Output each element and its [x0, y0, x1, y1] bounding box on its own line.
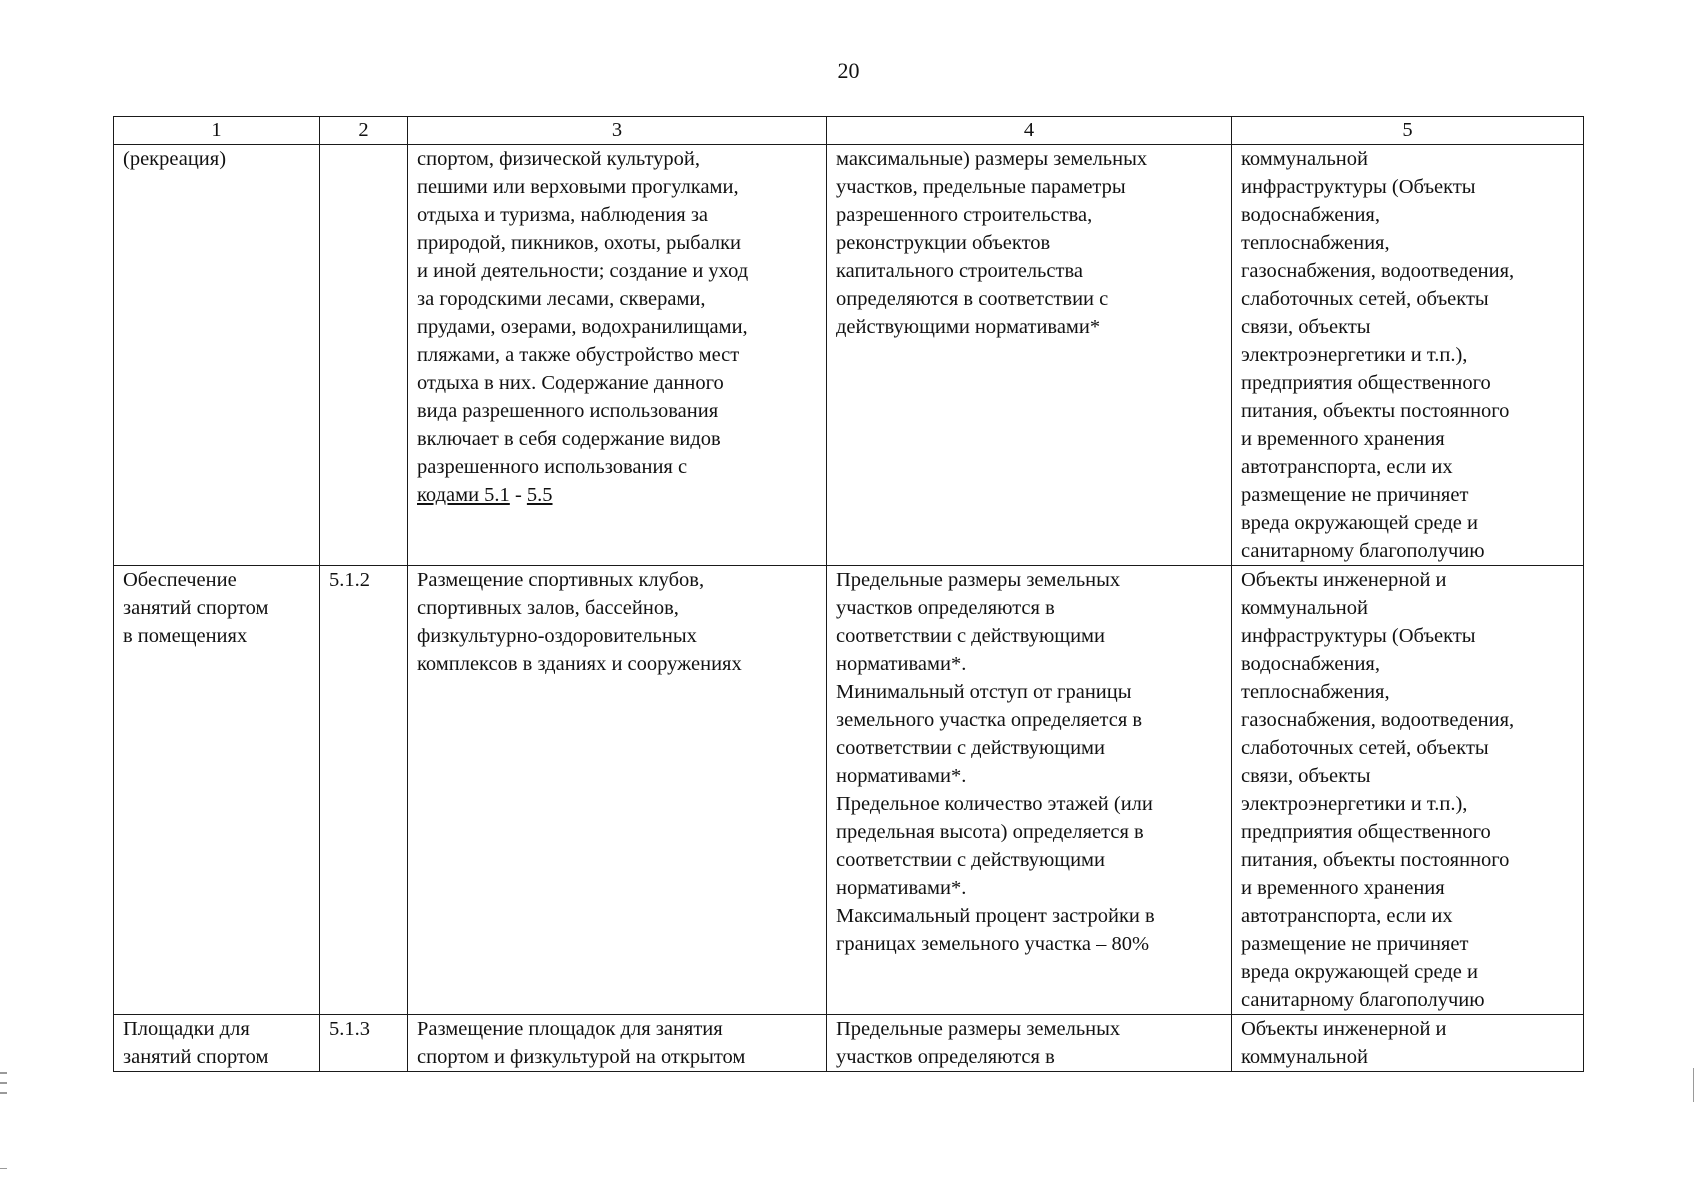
description-line: физкультурно-оздоровительных [417, 625, 697, 647]
parameters-line: предельная высота) определяется в [836, 821, 1144, 843]
use-type-name-cell [114, 1015, 320, 1072]
use-description-cell [408, 1015, 827, 1072]
auxiliary-line: газоснабжения, водоотведения, [1241, 260, 1515, 282]
table-row [114, 1015, 1584, 1072]
auxiliary-line: предприятия общественного [1241, 821, 1491, 843]
column-header-2: 2 [320, 117, 408, 145]
auxiliary-line: автотранспорта, если их [1241, 905, 1453, 927]
use-type-code-cell [320, 145, 408, 566]
use-type-name-cell [114, 145, 320, 566]
auxiliary-uses-cell [1232, 566, 1584, 1015]
auxiliary-line: слаботочных сетей, объекты [1241, 737, 1489, 759]
column-header-3: 3 [408, 117, 827, 145]
column-header-4: 4 [827, 117, 1232, 145]
auxiliary-line: теплоснабжения, [1241, 232, 1390, 254]
parameters-line: действующими нормативами* [836, 316, 1101, 338]
use-type-code: 5.1.2 [329, 569, 370, 591]
use-type-name-line: Обеспечение [123, 569, 237, 591]
parameters-line: участков определяются в [836, 1046, 1055, 1068]
parameters-line: определяются в соответствии с [836, 288, 1109, 310]
auxiliary-line: питания, объекты постоянного [1241, 849, 1510, 871]
parameters-line: капитального строительства [836, 260, 1083, 282]
auxiliary-line: коммунальной [1241, 597, 1368, 619]
code-link-start[interactable]: кодами 5.1 [417, 484, 510, 506]
description-line: за городскими лесами, скверами, [417, 288, 706, 310]
description-line: отдыха в них. Содержание данного [417, 372, 724, 394]
use-type-name-line: занятий спортом [123, 1046, 269, 1068]
description-line: комплексов в зданиях и сооружениях [417, 653, 742, 675]
auxiliary-line: и временного хранения [1241, 877, 1445, 899]
scan-artifact-left [0, 1072, 7, 1074]
use-type-name-line: занятий спортом [123, 597, 269, 619]
parameters-line: реконструкции объектов [836, 232, 1051, 254]
auxiliary-line: слаботочных сетей, объекты [1241, 288, 1489, 310]
scan-artifact-left [0, 1092, 7, 1094]
description-line: спортом и физкультурой на открытом [417, 1046, 746, 1068]
description-line: прудами, озерами, водохранилищами, [417, 316, 748, 338]
auxiliary-line: связи, объекты [1241, 316, 1371, 338]
parameters-line: разрешенного строительства, [836, 204, 1093, 226]
parameters-line: соответствии с действующими [836, 625, 1105, 647]
auxiliary-line: коммунальной [1241, 148, 1368, 170]
auxiliary-line: Объекты инженерной и [1241, 1018, 1447, 1040]
scan-artifact-left [0, 1168, 7, 1169]
parameters-line: нормативами*. [836, 877, 967, 899]
code-range-separator: - [509, 484, 527, 506]
auxiliary-line: электроэнергетики и т.п.), [1241, 793, 1468, 815]
auxiliary-line: теплоснабжения, [1241, 681, 1390, 703]
description-line: спортом, физической культурой, [417, 148, 701, 170]
auxiliary-line: и временного хранения [1241, 428, 1445, 450]
parameters-line: нормативами*. [836, 653, 967, 675]
description-line: пляжами, а также обустройство мест [417, 344, 740, 366]
table-row [114, 145, 1584, 566]
auxiliary-line: инфраструктуры (Объекты [1241, 625, 1476, 647]
parameters-line: максимальные) размеры земельных [836, 148, 1148, 170]
use-description-cell [408, 145, 827, 566]
scan-artifact-left [0, 1082, 7, 1084]
auxiliary-line: водоснабжения, [1241, 653, 1380, 675]
auxiliary-line: водоснабжения, [1241, 204, 1380, 226]
parameters-line: земельного участка определяется в [836, 709, 1143, 731]
auxiliary-line: размещение не причиняет [1241, 933, 1469, 955]
auxiliary-line: коммунальной [1241, 1046, 1368, 1068]
column-header-5: 5 [1232, 117, 1584, 145]
parameters-line: Предельные размеры земельных [836, 569, 1121, 591]
description-line: включает в себя содержание видов [417, 428, 721, 450]
page-number: 20 [837, 58, 860, 83]
parameters-line: Максимальный процент застройки в [836, 905, 1155, 927]
use-description-cell [408, 566, 827, 1015]
auxiliary-line: автотранспорта, если их [1241, 456, 1453, 478]
parameters-line: соответствии с действующими [836, 737, 1105, 759]
description-line: природой, пикников, охоты, рыбалки [417, 232, 742, 254]
use-type-code: 5.1.3 [329, 1018, 370, 1040]
auxiliary-line: электроэнергетики и т.п.), [1241, 344, 1468, 366]
auxiliary-line: предприятия общественного [1241, 372, 1491, 394]
table-header-row [114, 117, 1584, 145]
auxiliary-line: размещение не причиняет [1241, 484, 1469, 506]
land-use-table [113, 116, 1584, 1072]
parameters-line: Предельные размеры земельных [836, 1018, 1121, 1040]
description-line: отдыха и туризма, наблюдения за [417, 204, 709, 226]
description-link-line [417, 481, 818, 509]
parameters-line: участков, предельные параметры [836, 176, 1126, 198]
use-type-code-cell [320, 1015, 408, 1072]
auxiliary-uses-cell [1232, 145, 1584, 566]
auxiliary-uses-cell [1232, 1015, 1584, 1072]
parameters-line: Минимальный отступ от границы [836, 681, 1132, 703]
description-line: разрешенного использования с [417, 456, 688, 478]
use-type-name-line: (рекреация) [123, 148, 227, 170]
auxiliary-line: вреда окружающей среде и [1241, 961, 1478, 983]
scan-artifact-right [1693, 1068, 1694, 1102]
use-type-name-line: Площадки для [123, 1018, 250, 1040]
use-type-code-cell [320, 566, 408, 1015]
parameters-cell [827, 566, 1232, 1015]
description-line: вида разрешенного использования [417, 400, 719, 422]
auxiliary-line: санитарному благополучию [1241, 989, 1485, 1011]
auxiliary-line: инфраструктуры (Объекты [1241, 176, 1476, 198]
use-type-name-cell [114, 566, 320, 1015]
parameters-line: Предельное количество этажей (или [836, 793, 1153, 815]
parameters-line: участков определяются в [836, 597, 1055, 619]
auxiliary-line: вреда окружающей среде и [1241, 512, 1478, 534]
code-link-end[interactable]: 5.5 [526, 484, 553, 506]
parameters-line: соответствии с действующими [836, 849, 1105, 871]
description-line: Размещение спортивных клубов, [417, 569, 705, 591]
auxiliary-line: газоснабжения, водоотведения, [1241, 709, 1515, 731]
table-row [114, 566, 1584, 1015]
auxiliary-line: Объекты инженерной и [1241, 569, 1447, 591]
parameters-cell [827, 145, 1232, 566]
column-header-1: 1 [114, 117, 320, 145]
description-line: Размещение площадок для занятия [417, 1018, 723, 1040]
parameters-cell [827, 1015, 1232, 1072]
auxiliary-line: связи, объекты [1241, 765, 1371, 787]
use-type-name-line: в помещениях [123, 625, 248, 647]
description-line: и иной деятельности; создание и уход [417, 260, 749, 282]
auxiliary-line: санитарному благополучию [1241, 540, 1485, 562]
parameters-line: нормативами*. [836, 765, 967, 787]
parameters-line: границах земельного участка – 80% [836, 933, 1150, 955]
description-line: спортивных залов, бассейнов, [417, 597, 679, 619]
description-line: пешими или верховыми прогулками, [417, 176, 739, 198]
auxiliary-line: питания, объекты постоянного [1241, 400, 1510, 422]
